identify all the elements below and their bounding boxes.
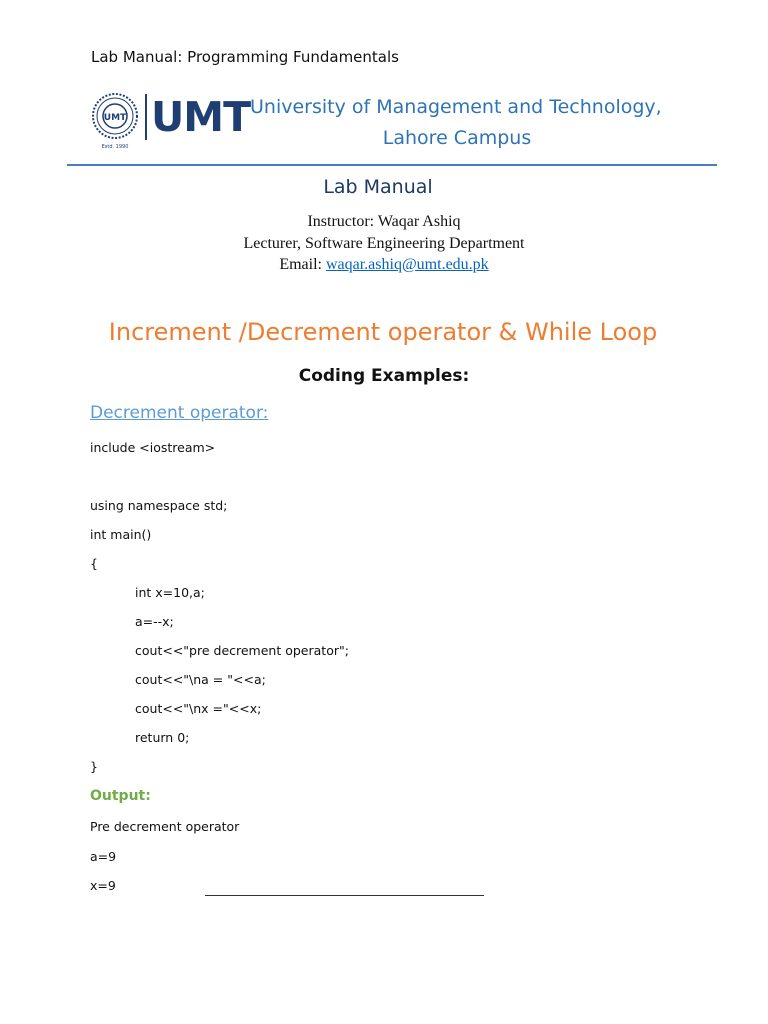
code-line: include <iostream> [90, 440, 216, 455]
code-line: int main() [90, 527, 152, 542]
footer-divider [205, 895, 484, 896]
designation-line: Lecturer, Software Engineering Department [243, 235, 525, 252]
email-label: Email: [279, 256, 326, 273]
logo-divider [145, 94, 147, 140]
decrement-operator-heading: Decrement operator: [90, 403, 269, 423]
university-seal-icon [91, 92, 139, 150]
document-title: Lab Manual [323, 176, 433, 198]
code-line: a=--x; [135, 614, 174, 629]
email-line [0, 256, 768, 274]
main-heading: Increment /Decrement operator & While Loop [108, 318, 658, 346]
output-line: a=9 [90, 849, 117, 864]
code-line: return 0; [135, 730, 190, 745]
code-line: cout<<"pre decrement operator"; [135, 643, 349, 658]
code-line: int x=10,a; [135, 585, 205, 600]
instructor-line: Instructor: Waqar Ashiq [307, 213, 461, 230]
university-name-line2: Lahore Campus [382, 127, 532, 149]
email-link[interactable]: waqar.ashiq@umt.edu.pk [325, 256, 489, 273]
output-label: Output: [90, 788, 151, 804]
output-line: Pre decrement operator [90, 819, 240, 834]
code-line: } [90, 759, 98, 774]
coding-examples-heading: Coding Examples: [298, 366, 470, 386]
output-line: x=9 [90, 878, 116, 893]
seal-caption: Estd. 1990 [101, 144, 129, 150]
university-name-line1: University of Management and Technology, [250, 96, 662, 118]
umt-logo-text: UMT [151, 93, 251, 141]
document-header-title: Lab Manual: Programming Fundamentals [91, 48, 399, 66]
code-line: cout<<"\na = "<<a; [135, 672, 266, 687]
seal-text: UMT [103, 113, 127, 123]
code-line: using namespace std; [90, 498, 228, 513]
code-line: { [90, 556, 98, 571]
header-divider [67, 164, 717, 166]
code-line: cout<<"\nx ="<<x; [135, 701, 262, 716]
